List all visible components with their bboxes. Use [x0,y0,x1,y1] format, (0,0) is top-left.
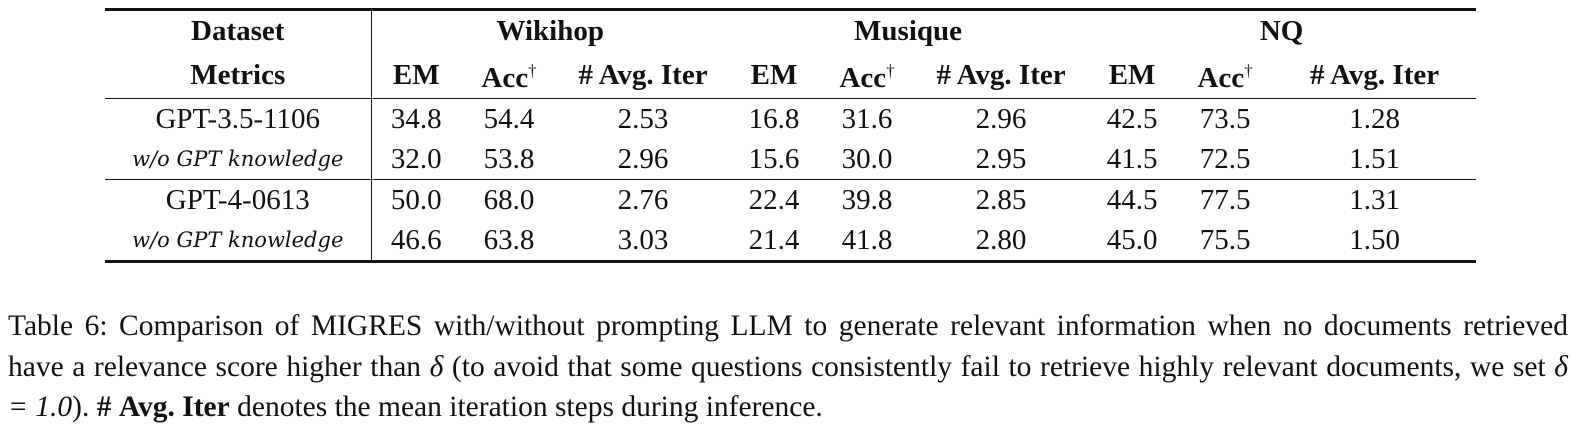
row-label: GPT-3.5-1106 [105,99,371,140]
table-cell: 2.53 [617,103,669,135]
table-cell: 77.5 [1177,180,1273,221]
table-cell: 34.8 [390,103,442,135]
table-cell: 42.5 [1106,103,1158,135]
metric-em: EM [729,51,819,99]
table-cell: 73.5 [1199,103,1251,135]
table-cell: 72.5 [1199,143,1251,175]
table-cell: 41.8 [841,224,893,256]
table-cell: 3.03 [617,224,669,256]
table-cell: 53.8 [483,143,535,175]
metrics-header-row [105,51,1476,99]
table-cell: 2.80 [975,224,1027,256]
dagger-mark: † [1244,61,1253,80]
table-cell: 1.51 [1349,143,1400,175]
metric-em: EM [1087,51,1177,99]
table-cell: 68.0 [461,180,557,221]
caption-equation: δ = 1.0 [8,350,1568,423]
table-cell: 1.50 [1349,224,1400,256]
dataset-header-label: Dataset [105,10,371,52]
table-cell: 22.4 [729,180,819,221]
table-cell: 30.0 [841,143,893,175]
table-cell: 31.6 [841,103,893,135]
dataset-header-row [105,10,1476,52]
metric-acc: Acc† [461,51,557,99]
metric-acc: Acc† [1177,51,1273,99]
table-row [105,99,1476,140]
table-cell: 1.31 [1273,180,1476,221]
table-cell: 1.28 [1349,103,1400,135]
table-cell: 2.76 [557,180,729,221]
metric-em: EM [371,51,461,99]
table-cell: 32.0 [390,143,442,175]
table-cell: 15.6 [748,143,800,175]
results-table [105,8,1476,263]
table-cell: 50.0 [371,180,461,221]
table-cell: 63.8 [483,224,535,256]
caption-delta-symbol: δ [429,350,444,383]
table-cell: 39.8 [819,180,915,221]
table-cell: 45.0 [1106,224,1158,256]
table-cell: 16.8 [748,103,800,135]
row-label: w/o GPT knowledge [105,139,371,180]
dagger-mark: † [886,61,895,80]
caption-text-1: Table 6: Comparison of MIGRES with/without prompting LLM to generate relevant information when no documents retrieved have a relevance score higher than [8,310,1568,383]
caption-text-3: ). [72,391,97,423]
dataset-name-wikihop: Wikihop [496,15,604,47]
caption-text-2: (to avoid that some questions consistently fail to retrieve highly relevant documents, we set [443,350,1555,383]
table-cell: 41.5 [1106,143,1158,175]
results-table-container [105,8,1476,263]
table-cell: 75.5 [1199,224,1251,256]
table-cell: 2.96 [975,103,1027,135]
row-label: GPT-4-0613 [105,180,371,221]
dagger-mark: † [528,61,537,80]
dataset-name-musique: Musique [854,15,963,47]
row-label: w/o GPT knowledge [105,220,371,262]
table-cell: 21.4 [748,224,800,256]
table-cell: 46.6 [390,224,442,256]
table-row [105,180,1476,221]
table-cell: 54.4 [483,103,535,135]
caption-bold-term: # Avg. Iter [96,391,230,423]
table-cell: 44.5 [1087,180,1177,221]
dataset-name-nq: NQ [1259,15,1304,47]
table-cell: 2.85 [915,180,1087,221]
metric-avg-iter: # Avg. Iter [1273,51,1476,99]
metrics-header-label: Metrics [105,51,371,99]
metric-avg-iter: # Avg. Iter [915,51,1087,99]
metric-acc: Acc† [819,51,915,99]
table-caption [8,306,1568,428]
metric-avg-iter: # Avg. Iter [557,51,729,99]
table-cell: 2.96 [617,143,669,175]
table-row [105,139,1476,180]
caption-text-4: denotes the mean iteration steps during inference. [229,391,823,423]
table-cell: 2.95 [975,143,1027,175]
table-row [105,220,1476,262]
